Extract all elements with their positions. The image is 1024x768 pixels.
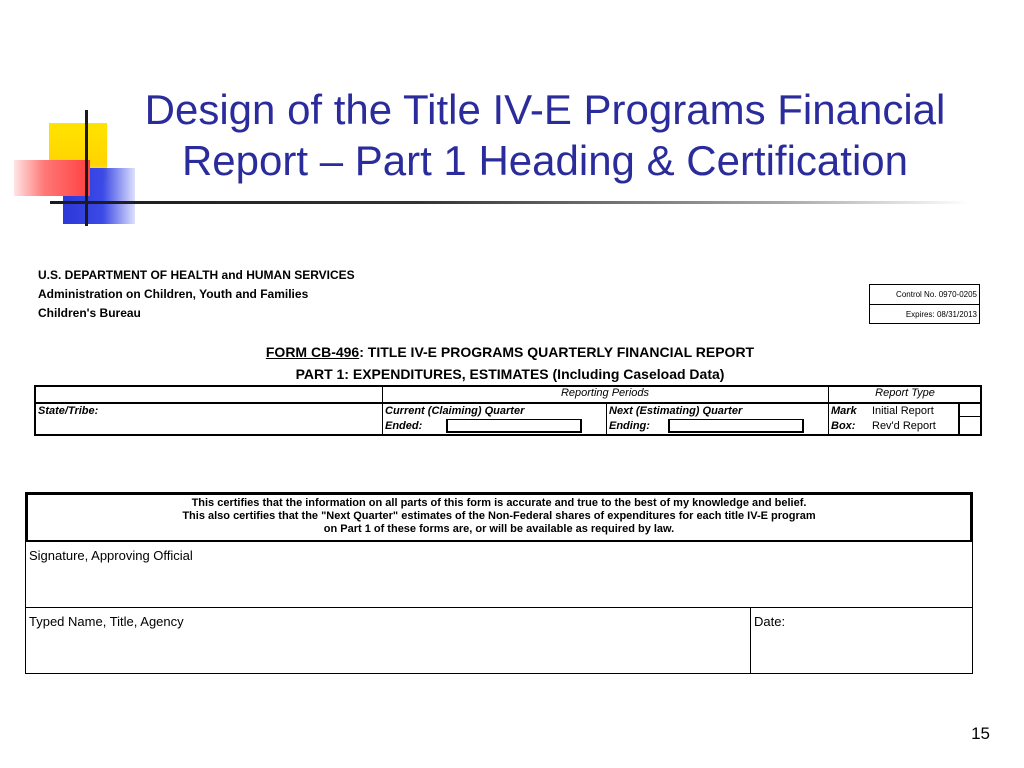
red-square-decoration — [14, 160, 90, 196]
current-quarter-label: Current (Claiming) Quarter — [385, 405, 525, 417]
ended-date-field[interactable] — [446, 419, 582, 433]
column-divider — [958, 402, 960, 434]
expiration-date: Expires: 08/31/2013 — [870, 304, 979, 324]
certification-table — [25, 492, 973, 674]
certification-line-2: This also certifies that the "Next Quarter" estimates of the Non-Federal shares of expenditures for each title IV-E program — [182, 510, 816, 522]
certification-statement — [26, 493, 972, 542]
form-subtitle: PART 1: EXPENDITURES, ESTIMATES (Including Caseload Data) — [295, 366, 725, 382]
checkbox-divider — [960, 416, 982, 417]
signature-label: Signature, Approving Official — [29, 548, 193, 563]
signature-field[interactable] — [26, 542, 972, 608]
control-number-box — [869, 284, 980, 324]
slide-title-line1: Design of the Title IV-E Programs Financial — [144, 86, 946, 133]
form-title-rest: : TITLE IV-E PROGRAMS QUARTERLY FINANCIAL REPORT — [359, 344, 755, 360]
agency-line-2: Administration on Children, Youth and Families — [38, 287, 309, 301]
form-title — [100, 344, 920, 360]
title-underline-rule — [50, 201, 970, 204]
state-tribe-label: State/Tribe: — [38, 405, 99, 417]
ending-label: Ending: — [609, 420, 650, 432]
reporting-periods-header: Reporting Periods — [560, 387, 650, 399]
date-label: Date: — [754, 614, 786, 629]
column-divider — [606, 402, 607, 434]
certification-line-1: This certifies that the information on all parts of this form is accurate and true to the best of my knowledge and belief. — [191, 497, 807, 509]
vertical-rule-decoration — [85, 110, 88, 226]
page-number: 15 — [971, 724, 990, 743]
next-quarter-label: Next (Estimating) Quarter — [609, 405, 743, 417]
date-column-divider — [750, 608, 751, 673]
report-type-header: Report Type — [875, 387, 935, 399]
certification-line-3: on Part 1 of these forms are, or will be available as required by law. — [323, 523, 675, 535]
name-date-row — [26, 608, 972, 673]
agency-line-3: Children's Bureau — [38, 306, 141, 320]
ended-label: Ended: — [385, 420, 423, 432]
box-label: Box: — [831, 420, 856, 432]
slide-title-line2: Report – Part 1 Heading & Certification — [181, 137, 909, 184]
typed-name-label: Typed Name, Title, Agency — [29, 614, 184, 629]
ending-date-field[interactable] — [668, 419, 804, 433]
mark-label: Mark — [831, 405, 857, 417]
reporting-periods-table — [34, 385, 982, 436]
revised-report-label: Rev'd Report — [872, 420, 936, 432]
form-id: FORM CB-496 — [265, 344, 360, 360]
initial-report-label: Initial Report — [872, 405, 934, 417]
slide-title — [105, 84, 985, 186]
agency-line-1: U.S. DEPARTMENT OF HEALTH and HUMAN SERVICES — [38, 268, 355, 282]
control-number: Control No. 0970-0205 — [896, 290, 977, 299]
